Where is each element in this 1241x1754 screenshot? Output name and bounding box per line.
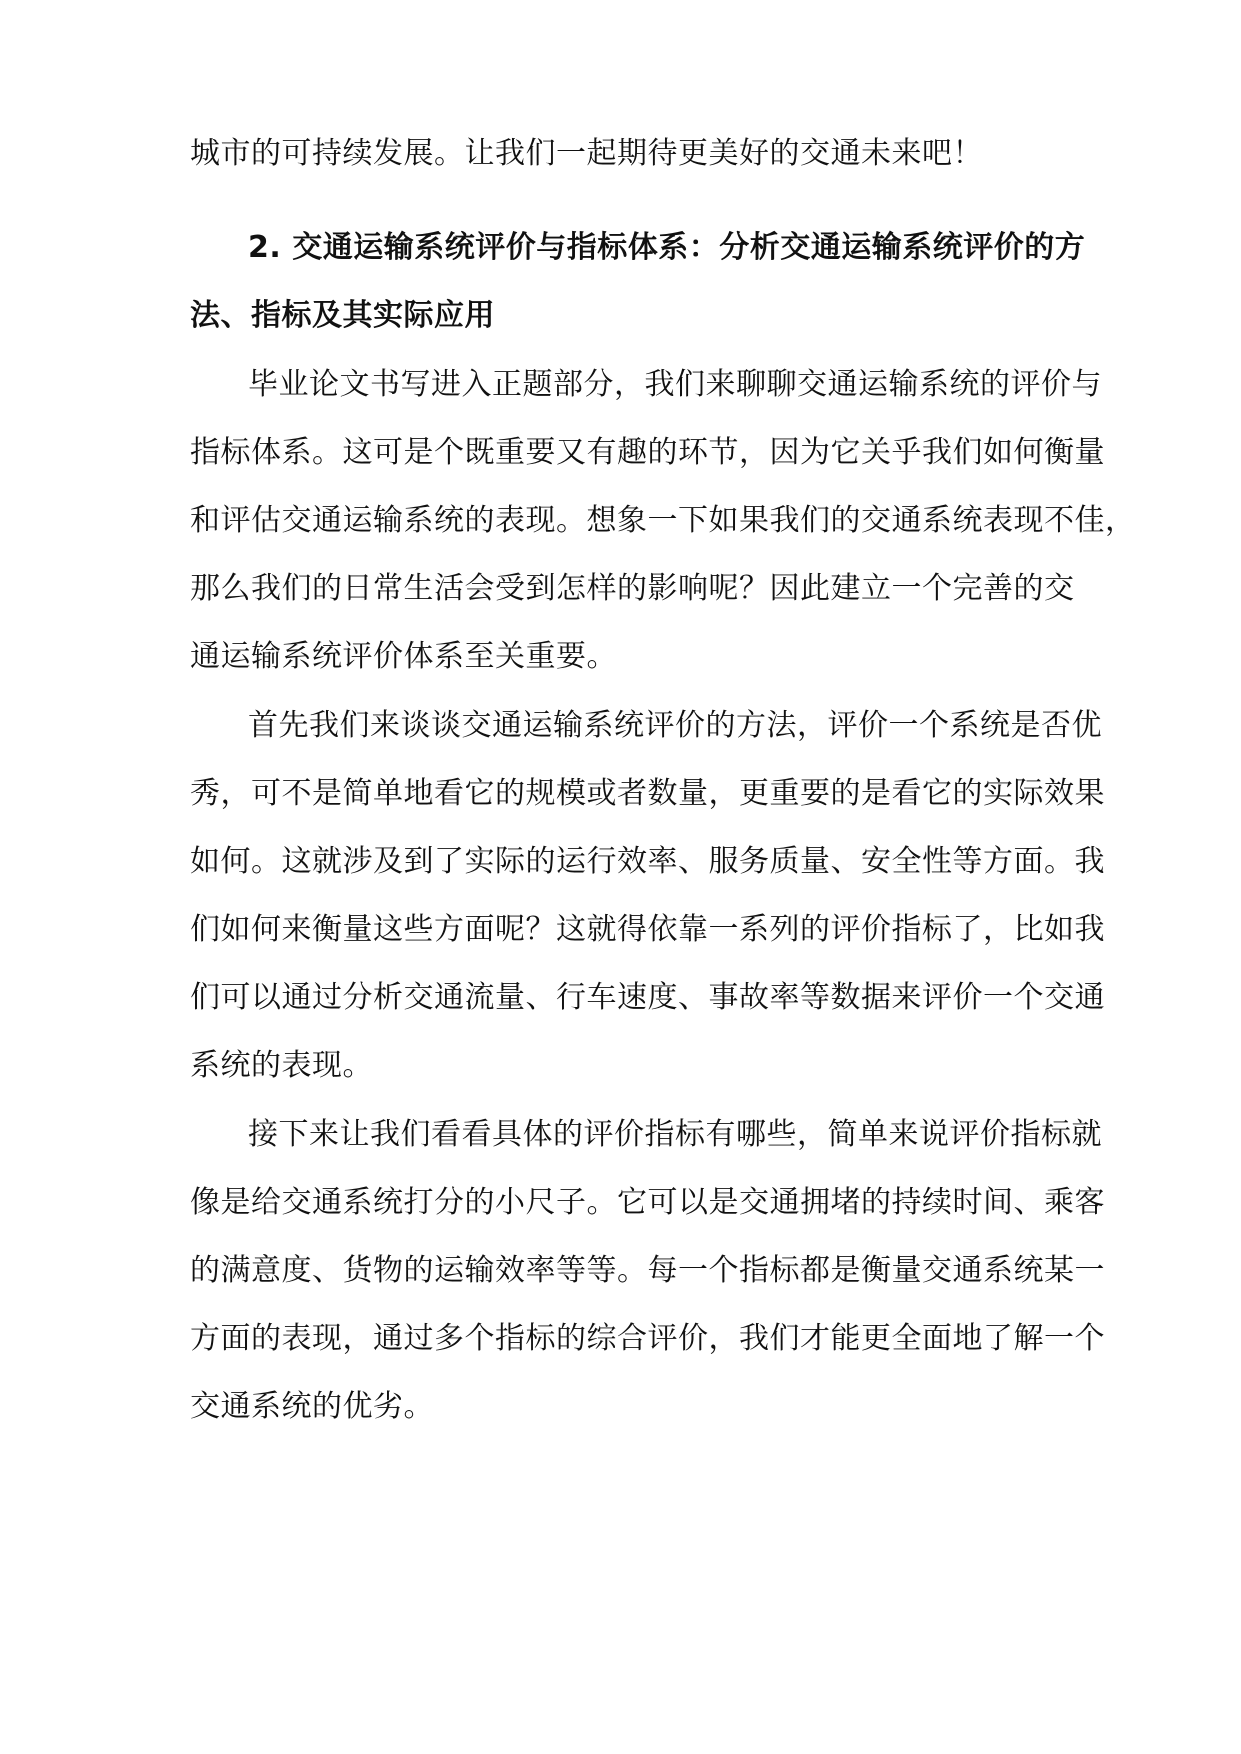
paragraph-2-line: 秀，可不是简单地看它的规模或者数量，更重要的是看它的实际效果 <box>190 776 1105 811</box>
paragraph-1-line: 那么我们的日常生活会受到怎样的影响呢？因此建立一个完善的交 <box>190 571 1075 606</box>
text-line: 城市的可持续发展。让我们一起期待更美好的交通未来吧！ <box>190 136 983 171</box>
paragraph-2-line: 如何。这就涉及到了实际的运行效率、服务质量、安全性等方面。我 <box>190 844 1105 879</box>
paragraph-3-line: 方面的表现，通过多个指标的综合评价，我们才能更全面地了解一个 <box>190 1321 1105 1356</box>
paragraph-3-line: 接下来让我们看看具体的评价指标有哪些，简单来说评价指标就 <box>248 1117 1102 1152</box>
paragraph-1-line: 毕业论文书写进入正题部分，我们来聊聊交通运输系统的评价与 <box>248 367 1102 402</box>
paragraph-1-line: 和评估交通运输系统的表现。想象一下如果我们的交通系统表现不佳， <box>190 503 1136 538</box>
paragraph-1-line: 通运输系统评价体系至关重要。 <box>190 639 617 674</box>
paragraph-2-line: 系统的表现。 <box>190 1048 373 1083</box>
paragraph-3-line: 像是给交通系统打分的小尺子。它可以是交通拥堵的持续时间、乘客 <box>190 1185 1105 1220</box>
paragraph-1-line: 指标体系。这可是个既重要又有趣的环节，因为它关乎我们如何衡量 <box>190 435 1105 470</box>
paragraph-2-line: 们如何来衡量这些方面呢？这就得依靠一系列的评价指标了，比如我 <box>190 912 1105 947</box>
paragraph-3-line: 的满意度、货物的运输效率等等。每一个指标都是衡量交通系统某一 <box>190 1253 1105 1288</box>
paragraph-3-line: 交通系统的优劣。 <box>190 1389 434 1424</box>
section-heading-line-1: 2. 交通运输系统评价与指标体系：分析交通运输系统评价的方 <box>248 230 1086 265</box>
section-heading-line-2: 法、指标及其实际应用 <box>190 298 495 333</box>
paragraph-2-line: 首先我们来谈谈交通运输系统评价的方法，评价一个系统是否优 <box>248 708 1102 743</box>
paragraph-2-line: 们可以通过分析交通流量、行车速度、事故率等数据来评价一个交通 <box>190 980 1105 1015</box>
